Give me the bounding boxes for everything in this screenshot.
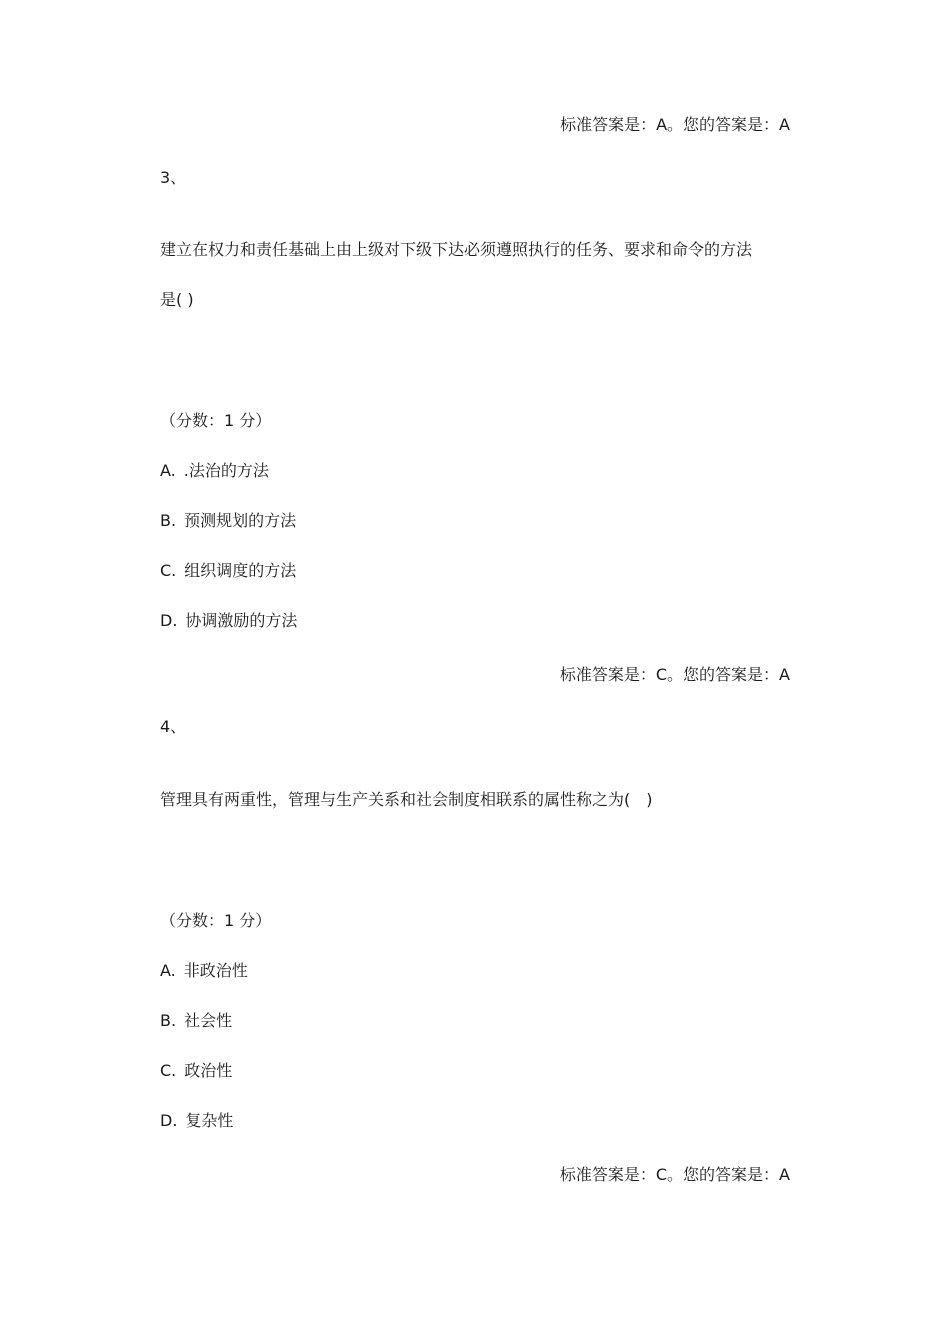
- question-4-option-c: [160, 1061, 232, 1081]
- question-4-score: （分数：1 分）: [160, 911, 272, 930]
- question-3-option-a: [160, 461, 269, 481]
- question-4-option-b: [160, 1011, 232, 1031]
- option-text: 预测规划的方法: [184, 511, 297, 530]
- prev-answer-line: 标准答案是：A。您的答案是：A: [560, 115, 790, 134]
- question-3-option-d: [160, 611, 297, 631]
- question-4-option-d: [160, 1111, 233, 1131]
- option-letter: A.: [160, 461, 176, 480]
- option-letter: D.: [160, 1111, 178, 1130]
- option-letter: C.: [160, 561, 177, 580]
- question-3-answer-line: 标准答案是：C。您的答案是：A: [559, 665, 790, 684]
- option-letter: B.: [160, 511, 177, 530]
- question-4-number: 4、: [160, 717, 187, 736]
- option-letter: D.: [160, 611, 178, 630]
- option-text: 社会性: [184, 1011, 233, 1030]
- question-3-stem-line2: 是( ): [160, 290, 194, 309]
- option-text: 复杂性: [185, 1111, 234, 1130]
- option-letter: B.: [160, 1011, 177, 1030]
- question-3-number: 3、: [160, 168, 187, 187]
- option-text: 政治性: [184, 1061, 233, 1080]
- option-text: .法治的方法: [183, 461, 269, 480]
- question-4-option-a: [160, 961, 248, 981]
- question-3-score: （分数：1 分）: [160, 411, 272, 430]
- question-4-stem-line1: 管理具有两重性，管理与生产关系和社会制度相联系的属性称之为( ): [160, 790, 653, 809]
- question-3-option-b: [160, 511, 296, 531]
- option-text: 协调激励的方法: [185, 611, 298, 630]
- question-4-answer-line: 标准答案是：C。您的答案是：A: [559, 1165, 790, 1184]
- option-text: 组织调度的方法: [184, 561, 297, 580]
- question-3-stem-line1: 建立在权力和责任基础上由上级对下级下达必须遵照执行的任务、要求和命令的方法: [160, 240, 753, 259]
- option-letter: C.: [160, 1061, 177, 1080]
- option-text: 非政治性: [183, 961, 248, 980]
- option-letter: A.: [160, 961, 176, 980]
- question-3-option-c: [160, 561, 296, 581]
